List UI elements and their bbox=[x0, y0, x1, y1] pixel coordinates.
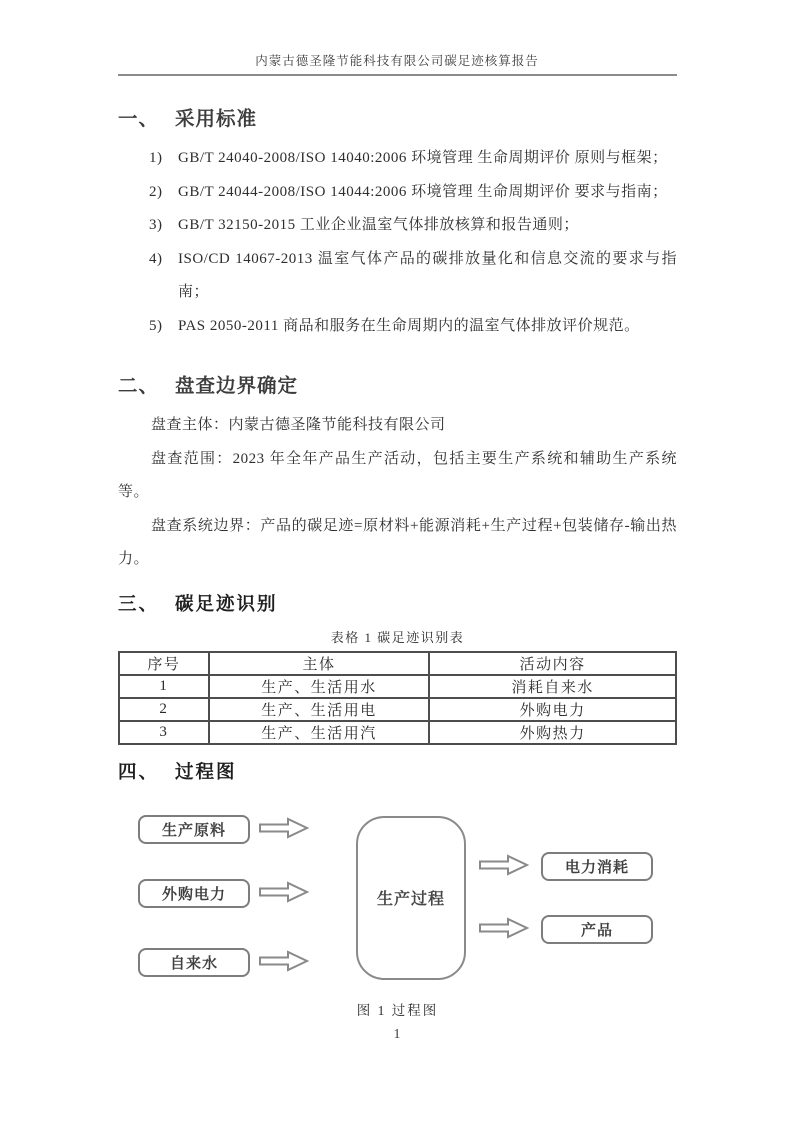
list-item-number: 4) bbox=[149, 250, 163, 267]
section-heading-identification bbox=[118, 590, 677, 616]
page-number: 1 bbox=[393, 1026, 401, 1041]
diagram-box-product: 产品 bbox=[541, 915, 653, 944]
table-row bbox=[119, 675, 676, 698]
section-number: 四、 bbox=[118, 762, 160, 783]
list-item bbox=[118, 142, 677, 176]
column-header: 序号 bbox=[119, 652, 209, 675]
paragraph-system-boundary: 盘查系统边界：产品的碳足迹=原材料+能源消耗+生产过程+包装储存-输出热力。 bbox=[118, 517, 677, 567]
section-heading-standards bbox=[118, 103, 677, 131]
document-content bbox=[118, 103, 677, 1019]
list-item-text: ISO/CD 14067-2013 温室气体产品的碳排放量化和信息交流的要求与指南； bbox=[178, 250, 677, 300]
section-number: 一、 bbox=[118, 108, 160, 130]
table-cell: 外购热力 bbox=[429, 721, 676, 744]
diagram-box-production-process: 生产过程 bbox=[356, 816, 466, 980]
section-title: 采用标准 bbox=[175, 108, 258, 130]
table-cell: 生产、生活用水 bbox=[209, 675, 430, 698]
right-arrow-icon bbox=[258, 816, 310, 840]
list-item-text: GB/T 24040-2008/ISO 14040:2006 环境管理 生命周期评价 原则与框架； bbox=[178, 150, 668, 166]
table-caption: 表格 1 碳足迹识别表 bbox=[330, 629, 465, 645]
list-item-text: GB/T 32150-2015 工业企业温室气体排放核算和报告通则； bbox=[178, 217, 579, 233]
header-title: 内蒙古德圣隆节能科技有限公司碳足迹核算报告 bbox=[255, 54, 539, 68]
diagram-box-tap-water: 自来水 bbox=[138, 948, 250, 977]
list-item bbox=[118, 243, 677, 310]
section-title: 盘查边界确定 bbox=[175, 375, 299, 397]
right-arrow-icon bbox=[478, 853, 530, 877]
header-rule bbox=[118, 74, 677, 76]
list-item-number: 5) bbox=[149, 317, 163, 334]
table-cell: 生产、生活用汽 bbox=[209, 721, 430, 744]
process-flow-diagram bbox=[118, 808, 677, 986]
section-heading-process-diagram bbox=[118, 758, 677, 784]
figure-caption: 图 1 过程图 bbox=[356, 1002, 439, 1018]
table-cell: 生产、生活用电 bbox=[209, 698, 430, 721]
list-item-number: 3) bbox=[149, 217, 163, 233]
list-item-number: 2) bbox=[149, 183, 163, 200]
list-item bbox=[118, 176, 677, 210]
right-arrow-icon bbox=[258, 880, 310, 904]
footprint-identification-table bbox=[118, 651, 677, 745]
section-heading-boundary bbox=[118, 370, 677, 398]
table-cell: 2 bbox=[119, 698, 209, 721]
paragraph-scope: 盘查范围：2023 年全年产品生产活动，包括主要生产系统和辅助生产系统等。 bbox=[118, 450, 677, 500]
diagram-box-electricity-consumption: 电力消耗 bbox=[541, 852, 653, 881]
section-title: 碳足迹识别 bbox=[175, 594, 278, 615]
list-item-number: 1) bbox=[149, 150, 163, 166]
list-item-text: GB/T 24044-2008/ISO 14044:2006 环境管理 生命周期评价 要求与指南； bbox=[178, 183, 668, 200]
table-cell: 消耗自来水 bbox=[429, 675, 676, 698]
diagram-box-purchased-electricity: 外购电力 bbox=[138, 879, 250, 908]
column-header: 主体 bbox=[209, 652, 430, 675]
list-item bbox=[118, 209, 677, 243]
right-arrow-icon bbox=[478, 916, 530, 940]
table-row bbox=[119, 721, 676, 744]
table-cell: 外购电力 bbox=[429, 698, 676, 721]
section-number: 三、 bbox=[118, 594, 160, 615]
table-row bbox=[119, 698, 676, 721]
section-number: 二、 bbox=[118, 375, 160, 397]
list-item bbox=[118, 310, 677, 344]
paragraph-subject: 盘查主体：内蒙古德圣隆节能科技有限公司 bbox=[151, 417, 446, 433]
boundary-paragraphs bbox=[118, 409, 677, 577]
section-title: 过程图 bbox=[175, 762, 237, 783]
column-header: 活动内容 bbox=[429, 652, 676, 675]
standards-list bbox=[118, 142, 677, 343]
table-cell: 1 bbox=[119, 675, 209, 698]
list-item-text: PAS 2050-2011 商品和服务在生命周期内的温室气体排放评价规范。 bbox=[178, 317, 640, 334]
right-arrow-icon bbox=[258, 949, 310, 973]
table-cell: 3 bbox=[119, 721, 209, 744]
table-header-row bbox=[119, 652, 676, 675]
diagram-box-raw-material: 生产原料 bbox=[138, 815, 250, 844]
